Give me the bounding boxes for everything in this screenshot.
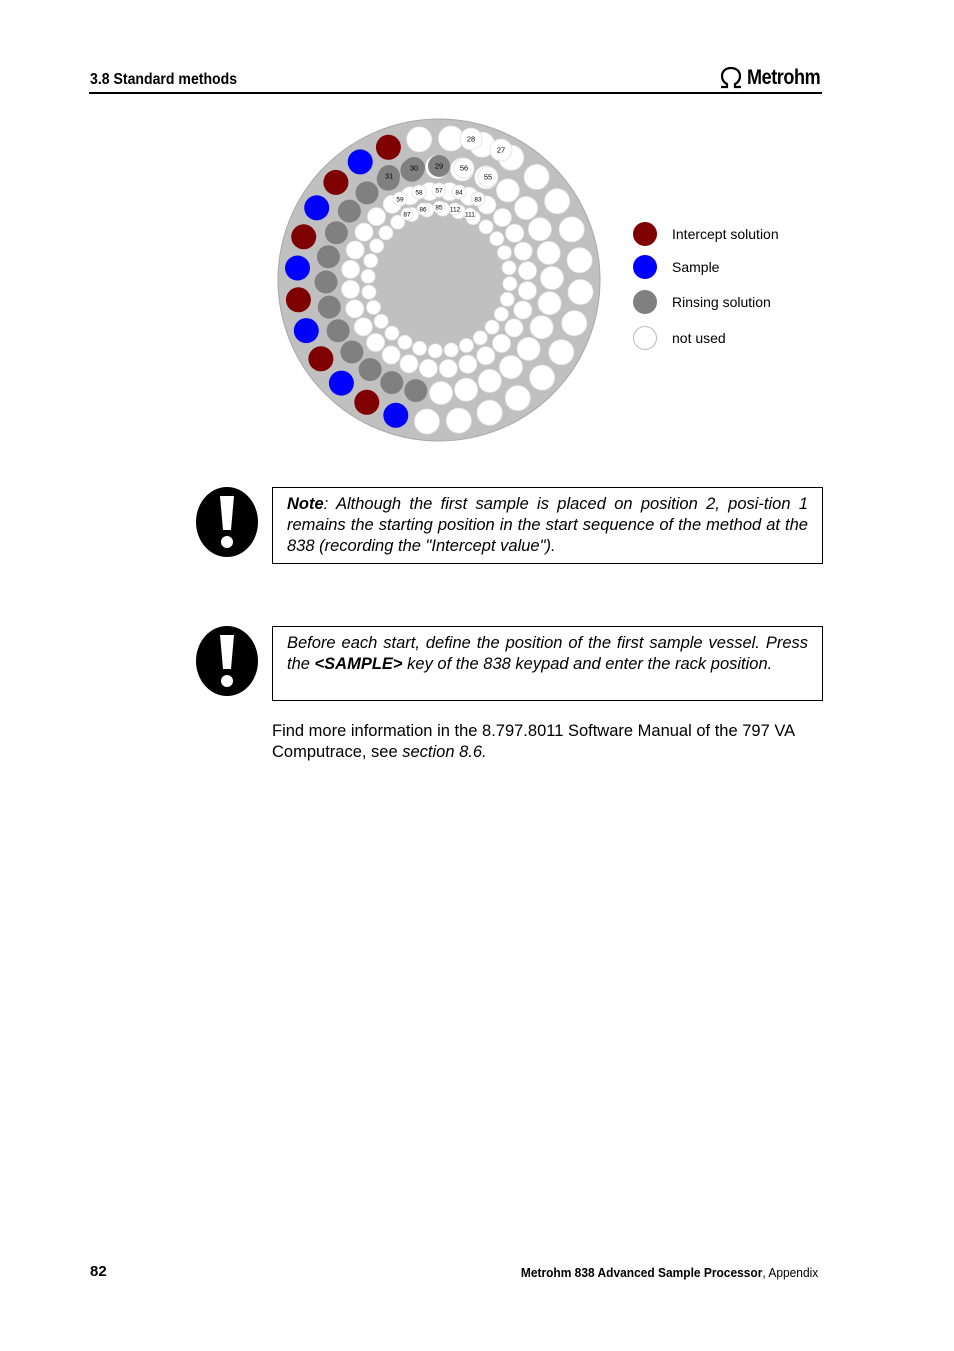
footer-title [521, 1265, 818, 1280]
rack-position-label: 55 [483, 172, 493, 182]
legend-label: Rinsing solution [672, 294, 771, 310]
rack-vessel [538, 292, 561, 315]
rack-vessel [530, 365, 555, 390]
rack-vessel [308, 346, 333, 371]
rack-vessel [374, 314, 388, 328]
legend-swatch [633, 255, 657, 279]
rack-vessel [383, 403, 408, 428]
rack-vessel [494, 307, 508, 321]
rack-vessel [537, 241, 560, 264]
rack-vessel [400, 355, 418, 373]
rack-vessel [346, 300, 364, 318]
rack-vessel [355, 223, 373, 241]
rack-vessel [559, 217, 584, 242]
rack-vessel [419, 359, 437, 377]
rack-vessel [502, 261, 516, 275]
rack-vessel [498, 246, 512, 260]
rack-vessel [346, 241, 364, 259]
note-icon-2 [196, 626, 258, 696]
rack-position-label: 84 [455, 189, 463, 197]
rack-vessel [318, 296, 341, 319]
rack-vessel [444, 343, 458, 357]
rack-vessel [367, 300, 381, 314]
note-text-after: key of the 838 keypad and enter the rack position. [402, 655, 773, 673]
rack-vessel [524, 164, 549, 189]
rack-position-label: 111 [465, 211, 475, 219]
rack-vessel [496, 179, 519, 202]
rack-position-label: 112 [449, 206, 461, 214]
rack-vessel [385, 326, 399, 340]
note-label: Note [287, 495, 324, 513]
note-box-1 [272, 487, 823, 564]
rack-position-label: 83 [474, 196, 482, 204]
rack-vessel [505, 319, 523, 337]
rack-vessel [428, 344, 442, 358]
omega-icon [718, 66, 744, 90]
rack-vessel [473, 331, 487, 345]
rack-vessel [327, 319, 350, 342]
legend-swatch [633, 326, 657, 350]
rack-position-label: 28 [466, 134, 476, 144]
rack-vessel [340, 341, 363, 364]
rack-vessel [455, 378, 478, 401]
rack-vessel [519, 262, 537, 280]
rack-vessel [503, 277, 517, 291]
rack-vessel [367, 334, 385, 352]
rack-vessel [361, 269, 375, 283]
page-number: 82 [90, 1263, 107, 1280]
rack-vessel [514, 242, 532, 260]
rack-vessel [446, 408, 471, 433]
rack-vessel [430, 382, 453, 405]
rack-vessel [493, 209, 511, 227]
section-reference: section 8.6. [402, 743, 487, 761]
footer-doc-suffix: , Appendix [762, 1265, 818, 1280]
rack-position-label: 29 [434, 161, 444, 171]
body-paragraph [272, 721, 832, 763]
section-title: 3.8 Standard methods [90, 71, 238, 88]
rack-vessel [490, 232, 504, 246]
rack-vessel [506, 224, 524, 242]
logo-text: Metrohm [747, 66, 821, 89]
rack-vessel [407, 127, 432, 152]
rack-vessel [368, 208, 386, 226]
rack-vessel [356, 181, 379, 204]
exclamation-icon [196, 626, 258, 696]
rack-vessel [325, 221, 348, 244]
rack-position-label: 30 [409, 163, 419, 173]
rack-vessel [567, 248, 592, 273]
rack-vessel [505, 386, 530, 411]
legend-label: Intercept solution [672, 226, 779, 242]
rack-position-label: 59 [396, 196, 404, 204]
rack-vessel [439, 360, 457, 378]
legend-swatch [633, 290, 657, 314]
rack-vessel [285, 256, 310, 281]
header-rule [89, 92, 822, 94]
footer-doc-title: Metrohm 838 Advanced Sample Processor [520, 1265, 763, 1280]
rack-vessel [459, 339, 473, 353]
metrohm-logo [718, 66, 822, 90]
rack-vessel [528, 218, 551, 241]
rack-vessel [359, 358, 382, 381]
rack-vessel [479, 220, 493, 234]
rack-vessel [376, 135, 401, 160]
rack-vessel [477, 347, 495, 365]
rack-vessel [364, 254, 378, 268]
rack-vessel [294, 318, 319, 343]
rack-vessel [291, 224, 316, 249]
rack-vessel [379, 226, 393, 240]
rack-vessel [493, 334, 511, 352]
rack-vessel [477, 400, 502, 425]
rack-center [382, 223, 496, 337]
exclamation-icon [196, 487, 258, 557]
rack-vessel [515, 197, 538, 220]
legend-swatch [633, 222, 657, 246]
rack-position-label: 27 [496, 145, 506, 155]
rack-vessel [304, 195, 329, 220]
rack-vessel [568, 280, 593, 305]
rack-vessel [478, 369, 501, 392]
rack-vessel [362, 285, 376, 299]
rack-vessel [354, 318, 372, 336]
rack-vessel [530, 316, 553, 339]
rack-vessel [404, 379, 427, 402]
sample-key: <SAMPLE> [314, 655, 403, 673]
note-text: : Although the first sample is placed on position 2, posi-tion 1 remains the starting position in the start sequence of the method at the 838 (recording the "Intercept value"). [287, 495, 808, 555]
rack-vessel [342, 260, 360, 278]
rack-vessel [514, 301, 532, 319]
rack-position-label: 58 [415, 189, 423, 197]
rack-position-label: 87 [403, 211, 411, 219]
rack-vessel [415, 409, 440, 434]
rack-vessel [398, 335, 412, 349]
rack-vessel [500, 356, 523, 379]
note-icon-1 [196, 487, 258, 557]
rack-vessel [541, 267, 564, 290]
rack-position-label: 85 [435, 204, 443, 212]
rack-vessel [317, 245, 340, 268]
rack-vessel [286, 287, 311, 312]
body-text: Find more information in the 8.797.8011 Software Manual of the 797 VA Computrace, see [272, 722, 795, 761]
rack-vessel [545, 189, 570, 214]
note-text-before: Before each start, define the position of the first sample vessel. Press the [287, 634, 808, 673]
rack-position-label: 57 [435, 187, 443, 195]
note-box-2 [272, 626, 823, 701]
rack-vessel [329, 371, 354, 396]
rack-vessel [348, 149, 373, 174]
legend-label: Sample [672, 259, 720, 275]
rack-vessel [518, 282, 536, 300]
rack-vessel [500, 292, 514, 306]
rack-vessel [342, 280, 360, 298]
rack-vessel [323, 170, 348, 195]
rack-vessel [562, 311, 587, 336]
rack-vessel [459, 355, 477, 373]
rack-vessel [315, 271, 338, 294]
rack-vessel [370, 239, 384, 253]
rack-vessel [413, 341, 427, 355]
rack-position-label: 86 [419, 206, 427, 214]
sample-rack-diagram [277, 118, 601, 442]
rack-vessel [354, 390, 379, 415]
legend-label: not used [672, 330, 726, 346]
rack-vessel [382, 346, 400, 364]
rack-position-label: 31 [384, 171, 394, 181]
rack-vessel [485, 320, 499, 334]
rack-position-label: 56 [459, 163, 469, 173]
rack-vessel [517, 337, 540, 360]
rack-vessel [380, 371, 403, 394]
rack-vessel [338, 200, 361, 223]
rack-vessel [549, 340, 574, 365]
